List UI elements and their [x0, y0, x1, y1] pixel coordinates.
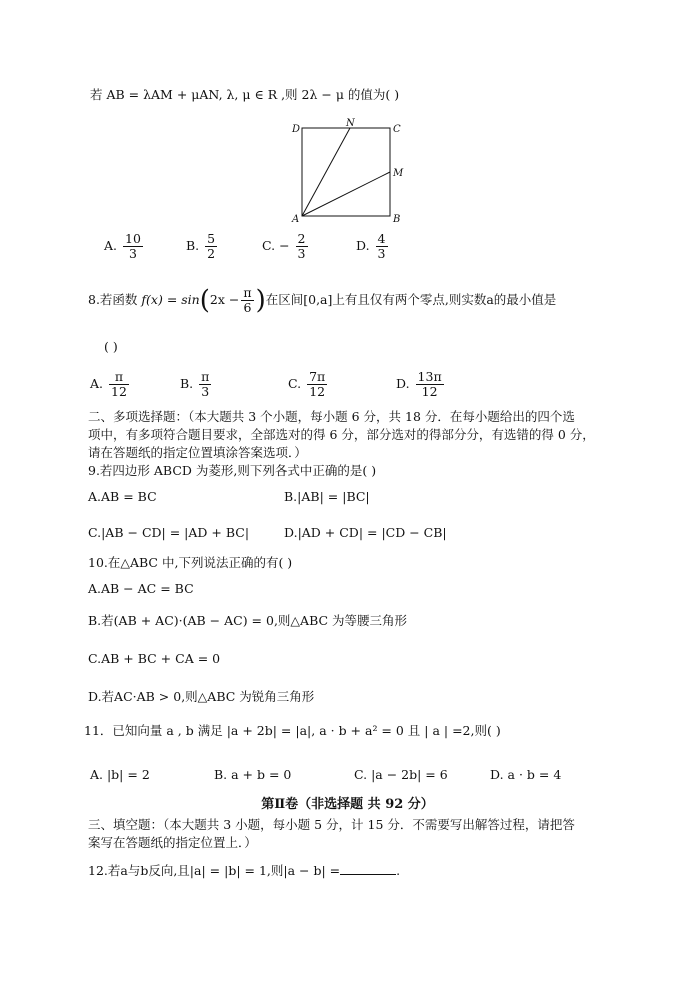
q10-option-b: B.若(AB + AC)·(AB − AC) = 0,则△ABC 为等腰三角形 — [88, 613, 408, 628]
section2-line3: 请在答题纸的指定位置填涂答案选项．） — [88, 445, 307, 460]
q10-option-d: D.若AC·AB > 0,则△ABC 为锐角三角形 — [88, 689, 315, 704]
section3-line2: 案写在答题纸的指定位置上．） — [88, 835, 257, 850]
q8-paren: ( ) — [104, 339, 118, 354]
q7-option-a: A. $\frac{10}{3}$ — [104, 231, 141, 261]
part2-title: 第Ⅱ卷（非选择题 共 92 分） — [261, 797, 434, 812]
q8-option-d: D. $\frac{13\pi}{12}$ — [396, 369, 442, 399]
figure-label-n: N — [346, 118, 355, 129]
q9-option-d: D.|AD + CD| = |CD − CB| — [284, 525, 447, 540]
q10-option-c: C.AB + BC + CA = 0 — [88, 651, 221, 666]
q11-stem: 11．已知向量 a , b 满足 |a + 2b| = |a|, a · b + a² = 0 且 | a | =2,则( ) — [84, 723, 501, 738]
q7-figure-square — [288, 118, 428, 228]
q11-option-c: C. |a − 2b| = 6 — [354, 767, 448, 782]
figure-label-a: A — [292, 214, 300, 225]
q8-option-a: A. $\frac{\pi}{12}$ — [90, 369, 127, 399]
q8-option-b: B. $\frac{\pi}{3}$ — [180, 369, 210, 399]
q10-stem: 10.在△ABC 中,下列说法正确的有( ) — [88, 555, 293, 570]
q9-option-a: A.AB = BC — [88, 489, 157, 504]
q7-stem: 若 AB = λAM + μAN, λ, μ ∈ R ,则 2λ − μ 的值为( ) — [90, 87, 400, 102]
figure-label-b: B — [393, 214, 401, 225]
q12-answer-blank[interactable] — [340, 862, 396, 875]
figure-label-d: D — [292, 124, 301, 135]
q7-option-d: D. $\frac{4}{3}$ — [356, 231, 386, 261]
q7-option-b: B. $\frac{5}{2}$ — [186, 231, 216, 261]
section3-line1: 三、填空题：（本大题共 3 小题，每小题 5 分，计 15 分．不需要写出解答过程，请把答 — [88, 817, 575, 832]
q11-option-d: D. a · b = 4 — [490, 767, 562, 782]
q11-option-b: B. a + b = 0 — [214, 767, 292, 782]
q8-stem: 8.若函数 f(x) = sin(2x − $\frac{\pi}{6}$ )在区间[0,a]上有且仅有两个零点,则实数a的最小值是 — [88, 285, 557, 316]
q9-option-c: C.|AB − CD| = |AD + BC| — [88, 525, 250, 540]
q10-option-a: A.AB − AC = BC — [88, 581, 194, 596]
figure-label-m: M — [393, 168, 404, 179]
q11-option-a: A. |b| = 2 — [90, 767, 150, 782]
section2-line2: 项中，有多项符合题目要求，全部选对的得 6 分，部分选对的得部分分，有选错的得 0 分， — [88, 427, 595, 442]
q9-stem: 9.若四边形 ABCD 为菱形,则下列各式中正确的是( ) — [88, 463, 377, 478]
q8-option-c: C. $\frac{7\pi}{12}$ — [288, 369, 326, 399]
q7-option-c: C. − $\frac{2}{3}$ — [262, 231, 306, 261]
figure-label-c: C — [393, 124, 401, 135]
q12-stem: 12.若a与b反向,且|a| = |b| = 1,则|a − b| = . — [88, 863, 401, 878]
section2-line1: 二、多项选择题：（本大题共 3 个小题，每小题 6 分，共 18 分．在每小题给出的四个选 — [88, 409, 575, 424]
q9-option-b: B.|AB| = |BC| — [284, 489, 370, 504]
